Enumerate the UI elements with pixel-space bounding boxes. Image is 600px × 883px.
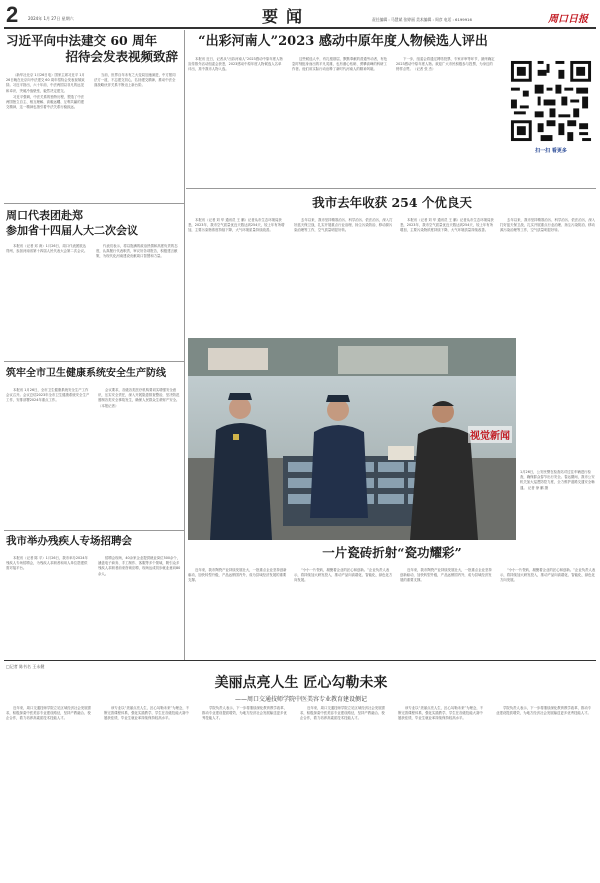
paragraph: 近年来，周口交通技师学院立足区域经济社会发展需求，积极探索中医美容专业建设路径，坚持产教融合、校企合作，着力培养高素质技术技能人才。 [300, 706, 385, 721]
paragraph: 本报讯（记者 刘 华 通讯员 王 鹏）记者从市生态环境局获悉，2023年，我市空气质量优良天数达到254天，较上年有所增加，主要污染物浓度持续下降，大气环境质量持续改善。 [400, 218, 494, 233]
article-body [6, 244, 88, 358]
article-body [6, 706, 94, 878]
headline: 美丽点亮人生 匠心勾勒未来 [214, 675, 388, 691]
section-title: 要闻 [262, 7, 311, 26]
article-body-col4 [500, 218, 596, 328]
qr-code-block [508, 58, 594, 158]
headline: 我市举办残疾人专场招聘会 [6, 535, 132, 547]
paragraph: 会议要求，各级各类医疗机构要切实增强安全意识，压实安全责任，深入开展隐患排查整治，坚决防范遏制各类安全事故发生，确保人民群众生命财产安全。（本报记者） [98, 388, 180, 408]
paragraph: 当前，世界百年未有之大变局加速演进，中方愿同法方一道，不忘建交初心，弘扬建交精神，推动中法全面战略伙伴关系不断迈上新台阶。 [94, 73, 176, 88]
paragraph: 本报讯 1月26日，全市卫生健康系统安全生产工作会议召开。会议总结2023年全市卫生健康系统安全生产工作，安排部署2024年重点工作。 [6, 388, 90, 403]
visual-news-badge: 视觉新闻 [468, 426, 512, 443]
article-body-col2 [292, 57, 388, 183]
article-body-col3 [400, 218, 494, 328]
paragraph: 招聘会现场，40余家企业提供就业岗位500余个，涵盖电子商务、手工制作、客服等多个领域，吸引众多残疾人求职者前来咨询应聘，现场达成初步就业意向80余人。 [98, 556, 181, 576]
article-body [188, 218, 288, 328]
paragraph: 学院负责人表示，下一步将继续深化教育教学改革，推动专业建设提质增效，为地方经济社会发展输送更多优秀技能人才。 [496, 706, 592, 716]
paragraph: “小小一片瓷砖，凝聚着企业的匠心和创新。”企业负责人表示，将持续加大研发投入，推动产品向高端化、智能化、绿色化方向发展。 [294, 568, 393, 583]
news-photo-police-checkpoint [188, 338, 516, 540]
article-body [6, 556, 90, 658]
article-body-col6 [496, 706, 594, 878]
article-body-col5 [398, 706, 486, 878]
editor-line: 责任编辑 : 马慧斌 张婷丽 美术编辑 : 周彦 电话 : 6199916 [372, 17, 472, 22]
article-body-col2 [96, 244, 180, 358]
paragraph: 本报讯（记者 邓 涛）1月26日，周口代表团抵达郑州，参加河南省第十四届人民代表大会第二次会议。 [6, 244, 88, 254]
paragraph: （新华社北京 1月26日电）国家主席习近平 1月26日晚在北京向中法建交 60 周年招待会发表视频致辞。习近平指出，六十年前，中法两国以非凡的远见和卓识，突破冷战壁垒，毅然决定建交。 [6, 73, 85, 93]
article-body-col2 [98, 556, 182, 658]
headline: 我市去年收获 254 个优良天 [312, 195, 472, 210]
article-health-safety [6, 366, 182, 526]
headline [6, 33, 178, 65]
article-body [6, 388, 90, 524]
article-body-col2 [294, 218, 394, 328]
article-body-col4 [500, 568, 596, 656]
paragraph: 本报讯 近日，记者从“出彩河南人”2023感动中原年度人物宣传推介活动组委会获悉，2023感动中原年度人物候选人名单评出，其中我市人物入选。 [188, 57, 283, 72]
caption-text: 1月26日，公安民警在检查站对过往车辆进行检查，确保群众春节出行安全。春运期间，我市公安机关加大巡逻防控力度，全力维护道路交通安全畅通。 记者 徐 鹏 摄 [520, 470, 595, 490]
article-body-col2 [294, 568, 394, 656]
article-body [188, 568, 288, 656]
article-body-col3 [400, 568, 494, 656]
paragraph: 代表们表示，将以饱满的政治热情和高度负责的态度，认真履行代表职责，审议好各项报告，积极建言献策，为现代化河南建设贡献周口智慧和力量。 [96, 244, 178, 259]
date-line: 2024年 1月 27日 星期六 [28, 16, 74, 21]
paragraph: 近年来，周口交通技师学院立足区域经济社会发展需求，积极探索中医美容专业建设路径，坚持产教融合、校企合作，着力培养高素质技术技能人才。 [6, 706, 91, 721]
photo-caption [520, 470, 596, 544]
article-body-col2 [98, 388, 182, 524]
paragraph: 近年来，我市陶瓷产业持续发展壮大，一批重点企业坚持创新驱动，加快转型升级，产品远销国内外，成为县域经济发展的重要支撑。 [188, 568, 287, 583]
paragraph: 这些候选人中，有扎根基层、默默奉献的普通劳动者，有危急时刻挺身而出的平凡英雄，也有潜心钻研、勇攀高峰的科研工作者。他们用实际行动诠释了新时代河南人的精神风貌。 [292, 57, 388, 72]
headline: 筑牢全市卫生健康系统安全生产防线 [6, 368, 166, 379]
headline-line2: 招待会发表视频致辞 [65, 49, 178, 64]
page-number: 2 [6, 2, 19, 27]
headline: 一片瓷砖折射“瓷功耀彩” [322, 545, 462, 560]
byline: □记者 陈书名 王永健 [6, 664, 45, 669]
article-air-quality [188, 194, 596, 334]
paragraph: 近年来，我市陶瓷产业持续发展壮大，一批重点企业坚持创新驱动，加快转型升级，产品远销国内外，成为县域经济发展的重要支撑。 [400, 568, 492, 583]
article-body-col3 [396, 57, 496, 183]
paragraph: 下一步，组委会将通过网络投票、专家评审等环节，最终确定2023感动中原年度人物。欢迎广大市民积极参与投票，为身边的榜样点赞。（记者 张 杰） [396, 57, 495, 72]
qr-code-icon[interactable] [508, 58, 594, 144]
masthead [0, 0, 600, 30]
article-outstanding-henan-people [188, 33, 498, 183]
article-body [6, 73, 86, 201]
headline: “出彩河南人”2023 感动中原年度人物候选人评出 [198, 34, 488, 49]
article-beauty-major [6, 664, 596, 880]
police-photo-illustration [188, 338, 516, 540]
paragraph: 该专业以“美丽点亮人生，匠心勾勒未来”为理念，不断完善课程体系，强化实践教学，学生在各级技能大赛中屡获佳绩，毕业生就业率持续保持较高水平。 [104, 706, 190, 721]
article-body [188, 57, 284, 183]
subheadline: ——周口交通技师学院中医美容专业教育建设侧记 [234, 696, 367, 703]
headline-line1: 周口代表团赴郑 [6, 209, 83, 222]
paragraph: 去年以来，我市坚持精准治污、科学治污、依法治污，深入打好蓝天保卫战，扎实开展重点行业治理、扬尘污染防治、移动源污染治理等工作，空气质量明显好转。 [500, 218, 596, 233]
paragraph: “小小一片瓷砖，凝聚着企业的匠心和创新。”企业负责人表示，将持续加大研发投入，推动产品向高端化、智能化、绿色化方向发展。 [500, 568, 596, 583]
article-zhoukou-delegation [6, 208, 180, 358]
headline [6, 208, 180, 238]
article-disabled-job-fair [6, 534, 182, 658]
headline-line1: 习近平向中法建交 60 周年 [6, 33, 158, 48]
headline-line2: 参加省十四届人大二次会议 [6, 224, 138, 237]
paper-logo: 周口日报 [548, 14, 588, 25]
paragraph: 本报讯（记者 陈 平）1月26日，我市举办2024年残疾人专场招聘会，为残疾人求职者和用人单位搭建供需对接平台。 [6, 556, 88, 571]
paragraph: 去年以来，我市坚持精准治污、科学治污、依法治污，深入打好蓝天保卫战，扎实开展重点行业治理、扬尘污染防治、移动源污染治理等工作，空气质量明显好转。 [294, 218, 393, 233]
article-body-col4 [300, 706, 388, 878]
article-body-col2 [94, 73, 178, 201]
paragraph: 学院负责人表示，下一步将继续深化教育教学改革，推动专业建设提质增效，为地方经济社会发展输送更多优秀技能人才。 [202, 706, 287, 721]
paragraph: 本报讯（记者 刘 华 通讯员 王 鹏）记者从市生态环境局获悉，2023年，我市空气质量优良天数达到254天，较上年有所增加，主要污染物浓度持续下降，大气环境质量持续改善。 [188, 218, 285, 233]
article-xi-jinping-video-speech [6, 33, 178, 201]
article-body-col3 [202, 706, 290, 878]
qr-caption: 扫一扫 看更多 [535, 148, 567, 154]
article-ceramic-tiles [188, 544, 596, 656]
paragraph: 习近平强调，中法关系的独特历程，塑造了中法两国独立自主、相互理解、高瞻远瞩、互利共赢的建交精神，这一精神也指引着中法关系行稳致远。 [6, 94, 85, 110]
article-body-col2 [104, 706, 192, 878]
paragraph: 该专业以“美丽点亮人生，匠心勾勒未来”为理念，不断完善课程体系，强化实践教学，学生在各级技能大赛中屡获佳绩，毕业生就业率持续保持较高水平。 [398, 706, 484, 721]
